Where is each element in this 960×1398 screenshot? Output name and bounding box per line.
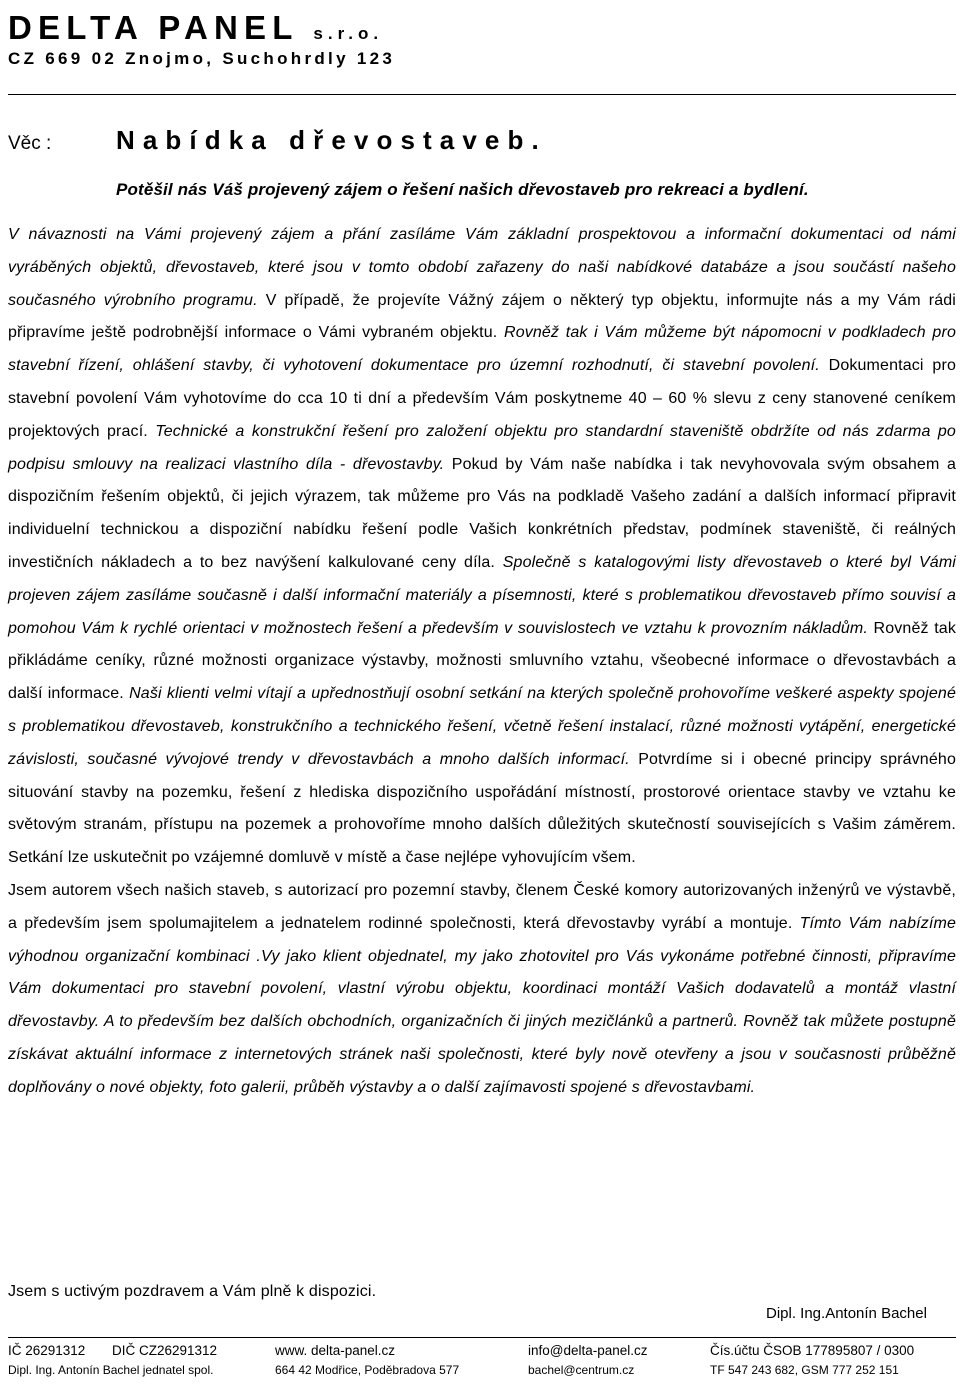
body-segment: V případě, že projevíte Vážný zájem o některý typ objektu, informujte nás a my Vám rádi připravíme ještě podrobnější informace o Vámi vybraném objektu. — [8, 291, 956, 342]
signature: Dipl. Ing.Antonín Bachel — [766, 1305, 927, 1322]
greeting-line: Potěšil nás Váš projevený zájem o řešení našich dřevostaveb pro rekreaci a bydlení. — [116, 180, 809, 199]
subject-label: Věc : — [8, 133, 52, 154]
body-segment: Společně s katalogovými listy dřevostaveb o které byl Vámi projeven zájem zasíláme současně i další informační materiály a písemnosti, které s problematikou dřevostaveb přímo souvisí a pomohou Vám k rychlé orientaci v možnostech řešení a především v souvislostech ve vztahu k provozním nákladům. — [8, 553, 957, 637]
header-divider — [8, 94, 956, 95]
footer-phone: TF 547 243 682, GSM 777 252 151 — [710, 1363, 899, 1377]
body-segment: Jsem autorem všech našich staveb, s autorizací pro pozemní stavby, členem České komory autorizovaných inženýrů ve výstavbě, a především jsem spolumajitelem a jednatelem rodinné společnosti, která dřevostavby vyrábí a montuje. — [8, 881, 956, 932]
body-segment: Naši klienti velmi vítají a upřednostňují osobní setkání na kterých společně prohovoříme veškeré aspekty spojené s problematikou dřevostaveb, konstrukčního a technického řešení, včetně řešení instalací, různé možnosti vytápění, energetické závislosti, současné vývojové trendy v dřevostavbách a mnoho dalších informací. — [8, 685, 956, 768]
body-segment: Rovněž tak i Vám můžeme být nápomocni v podkladech pro stavební řízení, ohlášení stavby, či vyhotovení dokumentace pro územní rozhodnutí, či stavební povolení. — [8, 324, 957, 375]
footer-ic: IČ 26291312 — [8, 1343, 86, 1358]
footer-director: Dipl. Ing. Antonín Bachel jednatel spol. — [8, 1363, 214, 1377]
letter-body — [8, 219, 956, 1105]
body-segment: V návaznosti na Vámi projevený zájem a přání zasíláme Vám základní prospektovou a informační dokumentaci od námi vyráběných objektů, dřevostaveb, které jsou v tomto období zařazeny do naši nabídkové databáze a jsou součástí našeho současného výrobního programu. — [8, 226, 956, 309]
body-segment: Technické a konstrukční řešení pro založení objektu pro standardní staveniště obdržíte od nás zdarma po podpisu smlouvy na realizaci vlastního díla - dřevostavby. — [8, 422, 956, 473]
footer-row-secondary — [0, 1361, 960, 1379]
footer-email2-link[interactable]: bachel@centrum.cz — [528, 1363, 635, 1377]
body-segment: Pokud by Vám naše nabídka i tak nevyhovovala svým obsahem a dispozičním řešením objektů, či jejich výrazem, tak můžeme pro Vás na podkladě Vašeho zadání a dalších informací připravit individuelní technickou a dispoziční nabídku řešení podle Vašich konkrétních představ, podmínek staveniště, či reálných investičních nákladech a to bez navýšení kalkulované ceny díla. — [8, 455, 957, 571]
footer-row-primary — [0, 1342, 960, 1360]
company-name-suffix: s.r.o. — [313, 24, 384, 43]
body-segment: Rovněž tak můžete postupně získávat aktuální informace z internetových stránek naši společnosti, které byly nově otevřeny a jsou v současnosti průběžně doplňovány o nové objekty, foto galerii, průběh výstavby a o další zajímavosti spojené s dřevostavbami. — [8, 1013, 957, 1096]
body-segment: Dokumentaci pro stavební povolení Vám vyhotovíme do cca 10 ti dní a především Vám poskytneme 40 – 60 % slevu z ceny stanovené ceníkem projektových prací. — [8, 357, 956, 440]
body-segment: Tímto Vám nabízíme výhodnou organizační kombinaci .Vy jako klient objednatel, my jako zhotovitel pro Vás vykonáme potřebné činnosti, připravíme Vám dokumentaci pro stavební povolení, vlastní výrobu objektu, koordinaci montáží Vašich dodavatelů a montáž vlastní dřevostavby. A to především bez dalších obchodních, organizačních či jiných mezičlánků a partnerů. — [8, 914, 956, 1031]
footer-divider — [8, 1337, 956, 1338]
subject-title: Nabídka dřevostaveb. — [116, 125, 547, 155]
body-segment: Potvrdíme si i obecné principy správného situování stavby na pozemku, řešení z hlediska dispozičního uspořádání místností, prostorové orientace stavby ve vztahu ke světovým stranám, přístupu na pozemek a prohovoříme mnoho dalších důležitých skutečností souvisejících s Vašim záměrem. Setkání lze uskutečnit po vzájemné domluvě v místě a čase nejlépe vyhovujícím všem. — [8, 750, 956, 867]
footer-bank-account: Čís.účtu ČSOB 177895807 / 0300 — [710, 1343, 915, 1358]
body-segment: Rovněž tak přikládáme ceníky, různé možnosti organizace výstavby, možnosti smluvního vztahu, všeobecné informace o dřevostavbách a další informace. — [8, 619, 956, 703]
closing-line: Jsem s uctivým pozdravem a Vám plně k dispozici. — [8, 1283, 377, 1300]
footer-dic: DIČ CZ26291312 — [112, 1343, 218, 1358]
company-address: CZ 669 02 Znojmo, Suchohrdly 123 — [8, 49, 396, 68]
footer-office-address: 664 42 Modřice, Poděbradova 577 — [275, 1363, 460, 1377]
footer-website-link[interactable]: www. delta-panel.cz — [275, 1343, 396, 1358]
company-name-main: DELTA PANEL — [8, 9, 299, 46]
footer-email-link[interactable]: info@delta-panel.cz — [528, 1343, 648, 1358]
